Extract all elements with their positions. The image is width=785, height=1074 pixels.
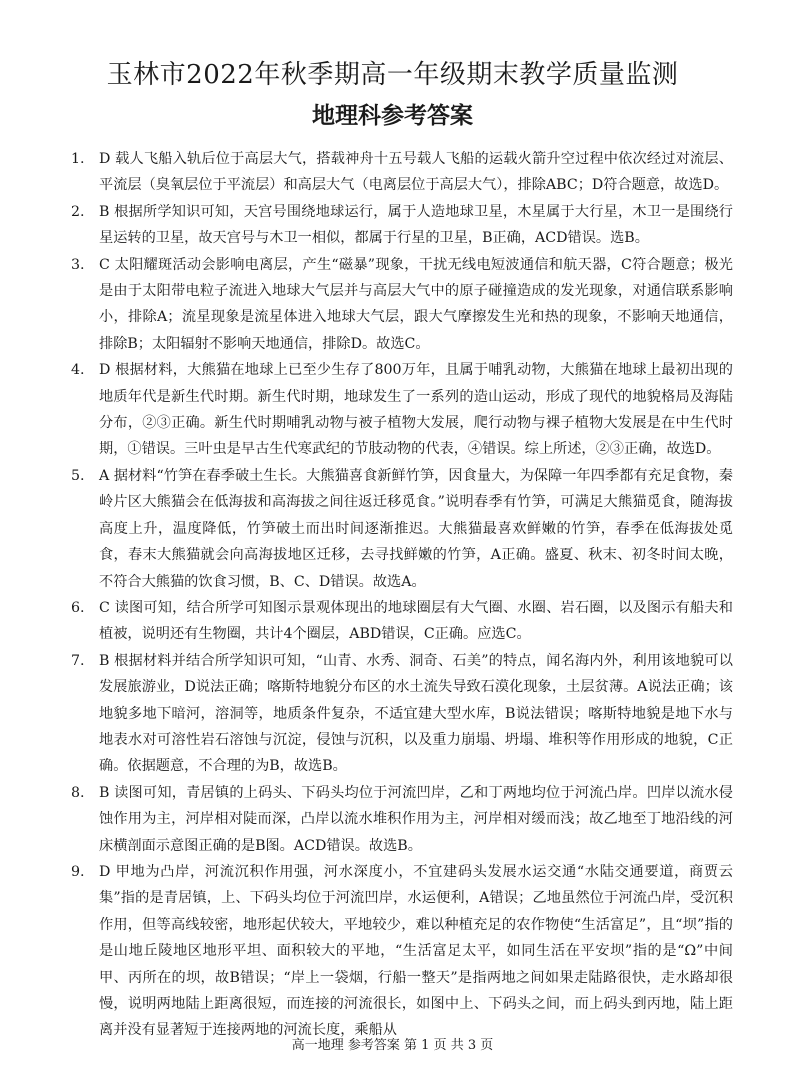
answer-text: C 太阳耀斑活动会影响电离层，产生“磁暴”现象，干扰无线电短波通信和航天器，C符合题意；极光是由于太阳带电粒子流进入地球大气层并与高层大气中的原子碰撞造成的发光现象，对通信联系影响小，排除A；流星现象是流星体进入地球大气层，跟大气摩擦发生光和热的现象，不影响天地通信，排除B；太阳辐射不影响天地通信，排除D。故选C。 bbox=[99, 256, 733, 352]
answer-text: B 根据材料并结合所学知识可知，“山青、水秀、洞奇、石美”的特点，闻名海内外，利用该地貌可以发展旅游业，D说法正确；喀斯特地貌分布区的水土流失导致石漠化现象，土层贫薄。A说法正确；该地貌多地下暗河，溶洞等，地质条件复杂，不适宜建大型水库，B说法错误；喀斯特地貌是地下水与地表水对可溶性岩石溶蚀与沉淀，侵蚀与沉积，以及重力崩塌、坍塌、堆积等作用形成的地貌，C正确。依据题意，不合理的为B，故选B。 bbox=[99, 652, 733, 775]
answer-item bbox=[71, 357, 733, 463]
answer-item bbox=[71, 146, 733, 199]
answer-number: 1. bbox=[71, 151, 85, 167]
answer-number: 9. bbox=[71, 863, 85, 880]
page-footer: 高一地理 参考答案 第 1 页 共 3 页 bbox=[291, 1038, 494, 1053]
answer-text: D 根据材料，大熊猫在地球上已至少生存了800万年，且属于哺乳动物，大熊猫在地球上最初出现的地质年代是新生代时期。新生代时期，地球发生了一系列的造山运动，形成了现代的地貌格局及海陆分布，②③正确。新生代时期哺乳动物与被子植物大发展，爬行动物与裸子植物大发展是在中生代时期，①错误。三叶虫是早古生代寒武纪的节肢动物的代表，④错误。综上所述，②③正确，故选D。 bbox=[99, 362, 733, 458]
answer-number: 7. bbox=[71, 652, 85, 669]
answer-item bbox=[71, 595, 733, 648]
answer-text: A 据材料“竹笋在春季破土生长。大熊猫喜食新鲜竹笋，因食量大，为保障一年四季都有充足食物，秦岭片区大熊猫会在低海拔和高海拔之间往返迁移觅食。”说明春季有竹笋，可满足大熊猫觅食，随海拔高度上升，温度降低，竹笋破土而出时间逐渐推迟。大熊猫最喜欢鲜嫩的竹笋，春季在低海拔处觅食，春末大熊猫就会向高海拔地区迁移，去寻找鲜嫩的竹笋，A正确。盛夏、秋末、初冬时间太晚，不符合大熊猫的饮食习惯，B、C、D错误。故选A。 bbox=[99, 467, 733, 590]
answer-item bbox=[71, 648, 733, 780]
answer-number: 5. bbox=[71, 467, 85, 484]
answer-number: 3. bbox=[71, 256, 85, 273]
answer-item bbox=[71, 463, 733, 595]
document-subtitle: 地理科参考答案 bbox=[312, 102, 473, 129]
answer-item bbox=[71, 252, 733, 358]
answer-item bbox=[71, 199, 733, 252]
answer-number: 6. bbox=[71, 599, 85, 616]
answer-text: C 读图可知，结合所学可知图示景观体现出的地球圈层有大气圈、水圈、岩石圈，以及图示有船夫和植被，说明还有生物圈，共计4个圈层，ABD错误，C正确。应选C。 bbox=[99, 599, 733, 643]
answer-item bbox=[71, 780, 733, 859]
answer-text: D 载人飞船入轨后位于高层大气，搭载神舟十五号载人飞船的运载火箭升空过程中依次经过对流层、平流层（臭氧层位于平流层）和高层大气（电离层位于高层大气），排除ABC；D符合题意，故选D。 bbox=[99, 151, 733, 194]
document-title: 玉林市2022年秋季期高一年级期末教学质量监测 bbox=[106, 60, 679, 90]
answer-text: D 甲地为凸岸，河流沉积作用强，河水深度小，不宜建码头发展水运交通“水陆交通要道，商贾云集”指的是青居镇，上、下码头均位于河流凹岸，水运便利，A错误；乙地虽然位于河流凸岸，受沉积作用，但等高线较密，地形起伏较大，平地较少，难以种植充足的农作物使“生活富足”，且“坝”指的是山地丘陵地区地形平坦、面积较大的平地，“生活富足太平，如同生活在平安坝”指的是“Ω”中间甲、丙所在的坝，故B错误；“岸上一袋烟，行船一整天”是指两地之间如果走陆路很快，走水路却很慢，说明两地陆上距离很短，而连接的河流很长，如图中上、下码头之间，而上码头到丙地，陆上距离并没有显著短于连接两地的河流长度，乘船从 bbox=[99, 863, 733, 1039]
answer-number: 4. bbox=[71, 362, 85, 379]
answer-number: 8. bbox=[71, 784, 85, 801]
answer-number: 2. bbox=[71, 203, 85, 220]
answer-item bbox=[71, 859, 733, 1044]
answer-text: B 读图可知，青居镇的上码头、下码头均位于河流凹岸，乙和丁两地均位于河流凸岸。凹岸以流水侵蚀作用为主，河岸相对陡而深，凸岸以流水堆积作用为主，河岸相对缓而浅；故乙地至丁地沿线的河床横剖面示意图正确的是B图。ACD错误。故选B。 bbox=[99, 784, 733, 854]
answer-list bbox=[71, 146, 733, 1044]
answer-text: B 根据所学知识可知，天宫号围绕地球运行，属于人造地球卫星，木星属于大行星，木卫一是围绕行星运转的卫星，故天宫号与木卫一相似，都属于行星的卫星，B正确，ACD错误。选B。 bbox=[99, 203, 733, 247]
